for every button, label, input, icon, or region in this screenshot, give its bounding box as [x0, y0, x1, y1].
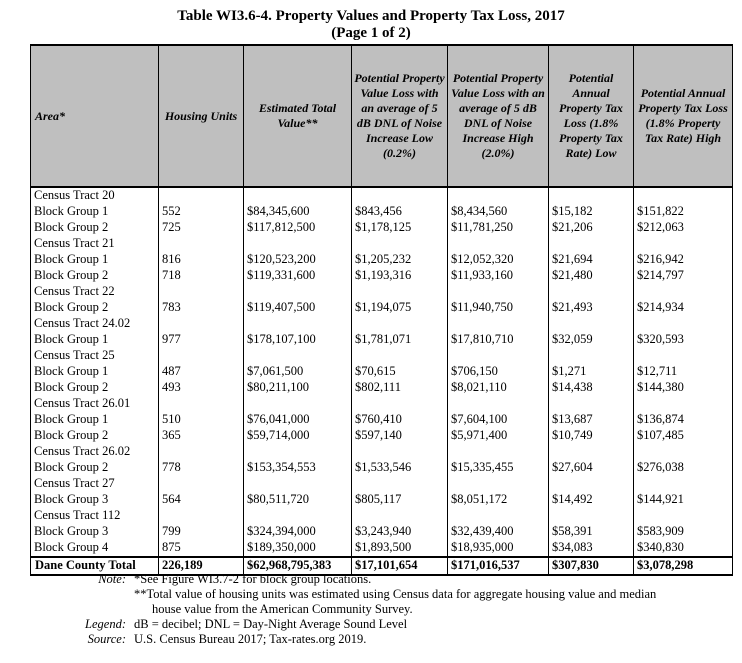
table-row	[31, 540, 733, 557]
tax-loss-high-cell	[634, 316, 733, 332]
table-subtitle: (Page 1 of 2)	[331, 25, 411, 41]
housing-units-cell: 977	[159, 332, 244, 348]
value-loss-low-cell	[352, 396, 448, 412]
table-row	[31, 268, 733, 284]
estimated-value-cell: $153,354,553	[244, 460, 352, 476]
estimated-value-cell	[244, 316, 352, 332]
housing-units-cell: 493	[159, 380, 244, 396]
table-row	[31, 380, 733, 396]
tax-loss-high-cell	[634, 444, 733, 460]
tax-loss-high-cell: $136,874	[634, 412, 733, 428]
column-header-value-loss-high: Potential Property Value Loss with an average of 5 dB DNL of Noise Increase High (2.0%)	[448, 45, 549, 187]
tax-loss-low-cell: $58,391	[549, 524, 634, 540]
estimated-value-cell: $324,394,000	[244, 524, 352, 540]
tax-loss-high-cell: $320,593	[634, 332, 733, 348]
value-loss-low-cell: $1,893,500	[352, 540, 448, 557]
total-estimated-value-cell: $62,968,795,383	[244, 557, 352, 575]
estimated-value-cell: $189,350,000	[244, 540, 352, 557]
property-tax-table	[30, 44, 733, 576]
tax-loss-high-cell	[634, 396, 733, 412]
area-cell: Block Group 3	[31, 524, 159, 540]
note-1: *See Figure WI3.7-2 for block group locations.	[134, 572, 372, 586]
housing-units-cell: 816	[159, 252, 244, 268]
value-loss-high-cell: $11,940,750	[448, 300, 549, 316]
estimated-value-cell: $80,511,720	[244, 492, 352, 508]
tract-row	[31, 284, 733, 300]
tax-loss-high-cell: $12,711	[634, 364, 733, 380]
total-area-cell: Dane County Total	[31, 557, 159, 575]
header-row	[31, 45, 733, 187]
tax-loss-low-cell	[549, 187, 634, 204]
value-loss-high-cell: $7,604,100	[448, 412, 549, 428]
value-loss-high-cell	[448, 187, 549, 204]
estimated-value-cell	[244, 284, 352, 300]
area-cell: Block Group 2	[31, 380, 159, 396]
estimated-value-cell	[244, 444, 352, 460]
value-loss-high-cell	[448, 508, 549, 524]
total-housing-units-cell: 226,189	[159, 557, 244, 575]
tax-loss-low-cell	[549, 508, 634, 524]
tract-row	[31, 444, 733, 460]
tax-loss-low-cell: $13,687	[549, 412, 634, 428]
estimated-value-cell: $178,107,100	[244, 332, 352, 348]
tax-loss-low-cell	[549, 396, 634, 412]
value-loss-high-cell: $12,052,320	[448, 252, 549, 268]
value-loss-low-cell	[352, 284, 448, 300]
tax-loss-low-cell: $1,271	[549, 364, 634, 380]
value-loss-low-cell	[352, 444, 448, 460]
value-loss-high-cell	[448, 444, 549, 460]
estimated-value-cell: $119,407,500	[244, 300, 352, 316]
value-loss-low-cell	[352, 236, 448, 252]
area-cell: Block Group 1	[31, 412, 159, 428]
total-tax-loss-high-cell: $3,078,298	[634, 557, 733, 575]
value-loss-low-cell: $805,117	[352, 492, 448, 508]
value-loss-high-cell	[448, 396, 549, 412]
tract-row	[31, 476, 733, 492]
housing-units-cell: 783	[159, 300, 244, 316]
tax-loss-low-cell: $14,492	[549, 492, 634, 508]
tax-loss-high-cell	[634, 348, 733, 364]
tax-loss-low-cell: $21,493	[549, 300, 634, 316]
value-loss-low-cell: $1,205,232	[352, 252, 448, 268]
legend-label: Legend:	[85, 617, 126, 631]
value-loss-low-cell: $3,243,940	[352, 524, 448, 540]
tax-loss-low-cell	[549, 236, 634, 252]
area-cell: Block Group 2	[31, 460, 159, 476]
column-header-area: Area*	[31, 45, 159, 187]
value-loss-high-cell: $8,021,110	[448, 380, 549, 396]
area-cell: Census Tract 24.02	[31, 316, 159, 332]
tax-loss-low-cell: $15,182	[549, 204, 634, 220]
estimated-value-cell: $59,714,000	[244, 428, 352, 444]
value-loss-low-cell: $1,781,071	[352, 332, 448, 348]
housing-units-cell	[159, 444, 244, 460]
housing-units-cell	[159, 187, 244, 204]
value-loss-high-cell: $18,935,000	[448, 540, 549, 557]
value-loss-low-cell: $760,410	[352, 412, 448, 428]
value-loss-high-cell: $17,810,710	[448, 332, 549, 348]
housing-units-cell	[159, 396, 244, 412]
value-loss-high-cell: $11,933,160	[448, 268, 549, 284]
tax-loss-high-cell: $107,485	[634, 428, 733, 444]
tax-loss-high-cell	[634, 508, 733, 524]
table-notes	[72, 572, 660, 647]
value-loss-high-cell	[448, 284, 549, 300]
area-cell: Census Tract 26.01	[31, 396, 159, 412]
tax-loss-low-cell	[549, 316, 634, 332]
housing-units-cell: 718	[159, 268, 244, 284]
value-loss-high-cell: $5,971,400	[448, 428, 549, 444]
total-value-loss-low-cell: $17,101,654	[352, 557, 448, 575]
area-cell: Block Group 2	[31, 428, 159, 444]
tax-loss-low-cell: $21,480	[549, 268, 634, 284]
tax-loss-low-cell: $27,604	[549, 460, 634, 476]
tax-loss-low-cell: $21,694	[549, 252, 634, 268]
area-cell: Census Tract 20	[31, 187, 159, 204]
column-header-tax-loss-low: Potential Annual Property Tax Loss (1.8% Property Tax Rate) Low	[549, 45, 634, 187]
tax-loss-high-cell: $212,063	[634, 220, 733, 236]
table-title-main: Table WI3.6-4. Property Values and Property Tax Loss, 2017	[177, 8, 565, 24]
value-loss-high-cell	[448, 316, 549, 332]
area-cell: Census Tract 112	[31, 508, 159, 524]
tax-loss-low-cell: $34,083	[549, 540, 634, 557]
estimated-value-cell: $76,041,000	[244, 412, 352, 428]
tract-row	[31, 236, 733, 252]
area-cell: Block Group 1	[31, 204, 159, 220]
source-text: U.S. Census Bureau 2017; Tax-rates.org 2019.	[134, 632, 367, 646]
value-loss-low-cell: $1,533,546	[352, 460, 448, 476]
note-2: **Total value of housing units was estimated using Census data for aggregate housing value and median	[134, 587, 657, 601]
total-value-loss-high-cell: $171,016,537	[448, 557, 549, 575]
value-loss-low-cell: $843,456	[352, 204, 448, 220]
tax-loss-high-cell	[634, 476, 733, 492]
housing-units-cell	[159, 348, 244, 364]
note-label: Note:	[98, 572, 126, 586]
value-loss-low-cell	[352, 316, 448, 332]
value-loss-high-cell: $11,781,250	[448, 220, 549, 236]
tax-loss-low-cell: $32,059	[549, 332, 634, 348]
tax-loss-high-cell	[634, 187, 733, 204]
estimated-value-cell	[244, 348, 352, 364]
column-header-housing-units: Housing Units	[159, 45, 244, 187]
area-cell: Census Tract 26.02	[31, 444, 159, 460]
column-header-tax-loss-high: Potential Annual Property Tax Loss (1.8% Property Tax Rate) High	[634, 45, 733, 187]
housing-units-cell	[159, 236, 244, 252]
estimated-value-cell	[244, 236, 352, 252]
tax-loss-high-cell: $583,909	[634, 524, 733, 540]
estimated-value-cell: $120,523,200	[244, 252, 352, 268]
tax-loss-high-cell: $214,797	[634, 268, 733, 284]
value-loss-high-cell: $32,439,400	[448, 524, 549, 540]
table-row	[31, 428, 733, 444]
area-cell: Block Group 1	[31, 332, 159, 348]
value-loss-high-cell	[448, 236, 549, 252]
table-body	[31, 187, 733, 575]
area-cell: Block Group 3	[31, 492, 159, 508]
estimated-value-cell: $7,061,500	[244, 364, 352, 380]
estimated-value-cell	[244, 187, 352, 204]
tax-loss-low-cell: $14,438	[549, 380, 634, 396]
tax-loss-low-cell	[549, 476, 634, 492]
housing-units-cell: 725	[159, 220, 244, 236]
table-row	[31, 524, 733, 540]
value-loss-low-cell	[352, 476, 448, 492]
area-cell: Block Group 2	[31, 268, 159, 284]
tract-row	[31, 187, 733, 204]
column-header-value-loss-low: Potential Property Value Loss with an average of 5 dB DNL of Noise Increase Low (0.2%)	[352, 45, 448, 187]
housing-units-cell: 564	[159, 492, 244, 508]
value-loss-high-cell: $8,434,560	[448, 204, 549, 220]
housing-units-cell: 365	[159, 428, 244, 444]
legend-text: dB = decibel; DNL = Day-Night Average Sound Level	[134, 617, 408, 631]
tract-row	[31, 396, 733, 412]
total-tax-loss-low-cell: $307,830	[549, 557, 634, 575]
value-loss-low-cell	[352, 508, 448, 524]
tax-loss-high-cell: $151,822	[634, 204, 733, 220]
housing-units-cell	[159, 284, 244, 300]
table-row	[31, 220, 733, 236]
tax-loss-low-cell	[549, 348, 634, 364]
table-title	[0, 8, 742, 42]
tax-loss-high-cell	[634, 236, 733, 252]
tax-loss-low-cell: $10,749	[549, 428, 634, 444]
table-row	[31, 332, 733, 348]
estimated-value-cell: $119,331,600	[244, 268, 352, 284]
table-row	[31, 412, 733, 428]
area-cell: Block Group 1	[31, 252, 159, 268]
area-cell: Block Group 1	[31, 364, 159, 380]
value-loss-low-cell: $1,178,125	[352, 220, 448, 236]
table-row	[31, 460, 733, 476]
value-loss-high-cell	[448, 476, 549, 492]
source-label: Source:	[87, 632, 126, 646]
value-loss-low-cell	[352, 187, 448, 204]
area-cell: Census Tract 27	[31, 476, 159, 492]
value-loss-high-cell	[448, 348, 549, 364]
estimated-value-cell: $117,812,500	[244, 220, 352, 236]
tax-loss-high-cell	[634, 284, 733, 300]
area-cell: Census Tract 25	[31, 348, 159, 364]
tax-loss-high-cell: $214,934	[634, 300, 733, 316]
housing-units-cell: 510	[159, 412, 244, 428]
table-row	[31, 252, 733, 268]
tax-loss-high-cell: $144,921	[634, 492, 733, 508]
area-cell: Block Group 4	[31, 540, 159, 557]
tax-loss-low-cell: $21,206	[549, 220, 634, 236]
table-row	[31, 492, 733, 508]
table-row	[31, 300, 733, 316]
estimated-value-cell: $80,211,100	[244, 380, 352, 396]
table-row	[31, 364, 733, 380]
area-cell: Census Tract 21	[31, 236, 159, 252]
value-loss-high-cell: $8,051,172	[448, 492, 549, 508]
table-row	[31, 204, 733, 220]
housing-units-cell: 778	[159, 460, 244, 476]
note-2-continued: house value from the American Community Survey.	[152, 602, 413, 616]
value-loss-low-cell	[352, 348, 448, 364]
estimated-value-cell	[244, 476, 352, 492]
tax-loss-high-cell: $276,038	[634, 460, 733, 476]
tax-loss-high-cell: $216,942	[634, 252, 733, 268]
housing-units-cell: 875	[159, 540, 244, 557]
estimated-value-cell: $84,345,600	[244, 204, 352, 220]
value-loss-low-cell: $802,111	[352, 380, 448, 396]
tract-row	[31, 316, 733, 332]
column-header-estimated-value: Estimated Total Value**	[244, 45, 352, 187]
housing-units-cell: 487	[159, 364, 244, 380]
estimated-value-cell	[244, 396, 352, 412]
housing-units-cell	[159, 476, 244, 492]
value-loss-low-cell: $70,615	[352, 364, 448, 380]
estimated-value-cell	[244, 508, 352, 524]
tract-row	[31, 348, 733, 364]
tax-loss-high-cell: $144,380	[634, 380, 733, 396]
area-cell: Census Tract 22	[31, 284, 159, 300]
tax-loss-high-cell: $340,830	[634, 540, 733, 557]
housing-units-cell	[159, 508, 244, 524]
housing-units-cell: 552	[159, 204, 244, 220]
value-loss-high-cell: $706,150	[448, 364, 549, 380]
area-cell: Block Group 2	[31, 220, 159, 236]
tax-loss-low-cell	[549, 284, 634, 300]
value-loss-high-cell: $15,335,455	[448, 460, 549, 476]
housing-units-cell	[159, 316, 244, 332]
tract-row	[31, 508, 733, 524]
value-loss-low-cell: $1,193,316	[352, 268, 448, 284]
tax-loss-low-cell	[549, 444, 634, 460]
housing-units-cell: 799	[159, 524, 244, 540]
value-loss-low-cell: $1,194,075	[352, 300, 448, 316]
value-loss-low-cell: $597,140	[352, 428, 448, 444]
area-cell: Block Group 2	[31, 300, 159, 316]
